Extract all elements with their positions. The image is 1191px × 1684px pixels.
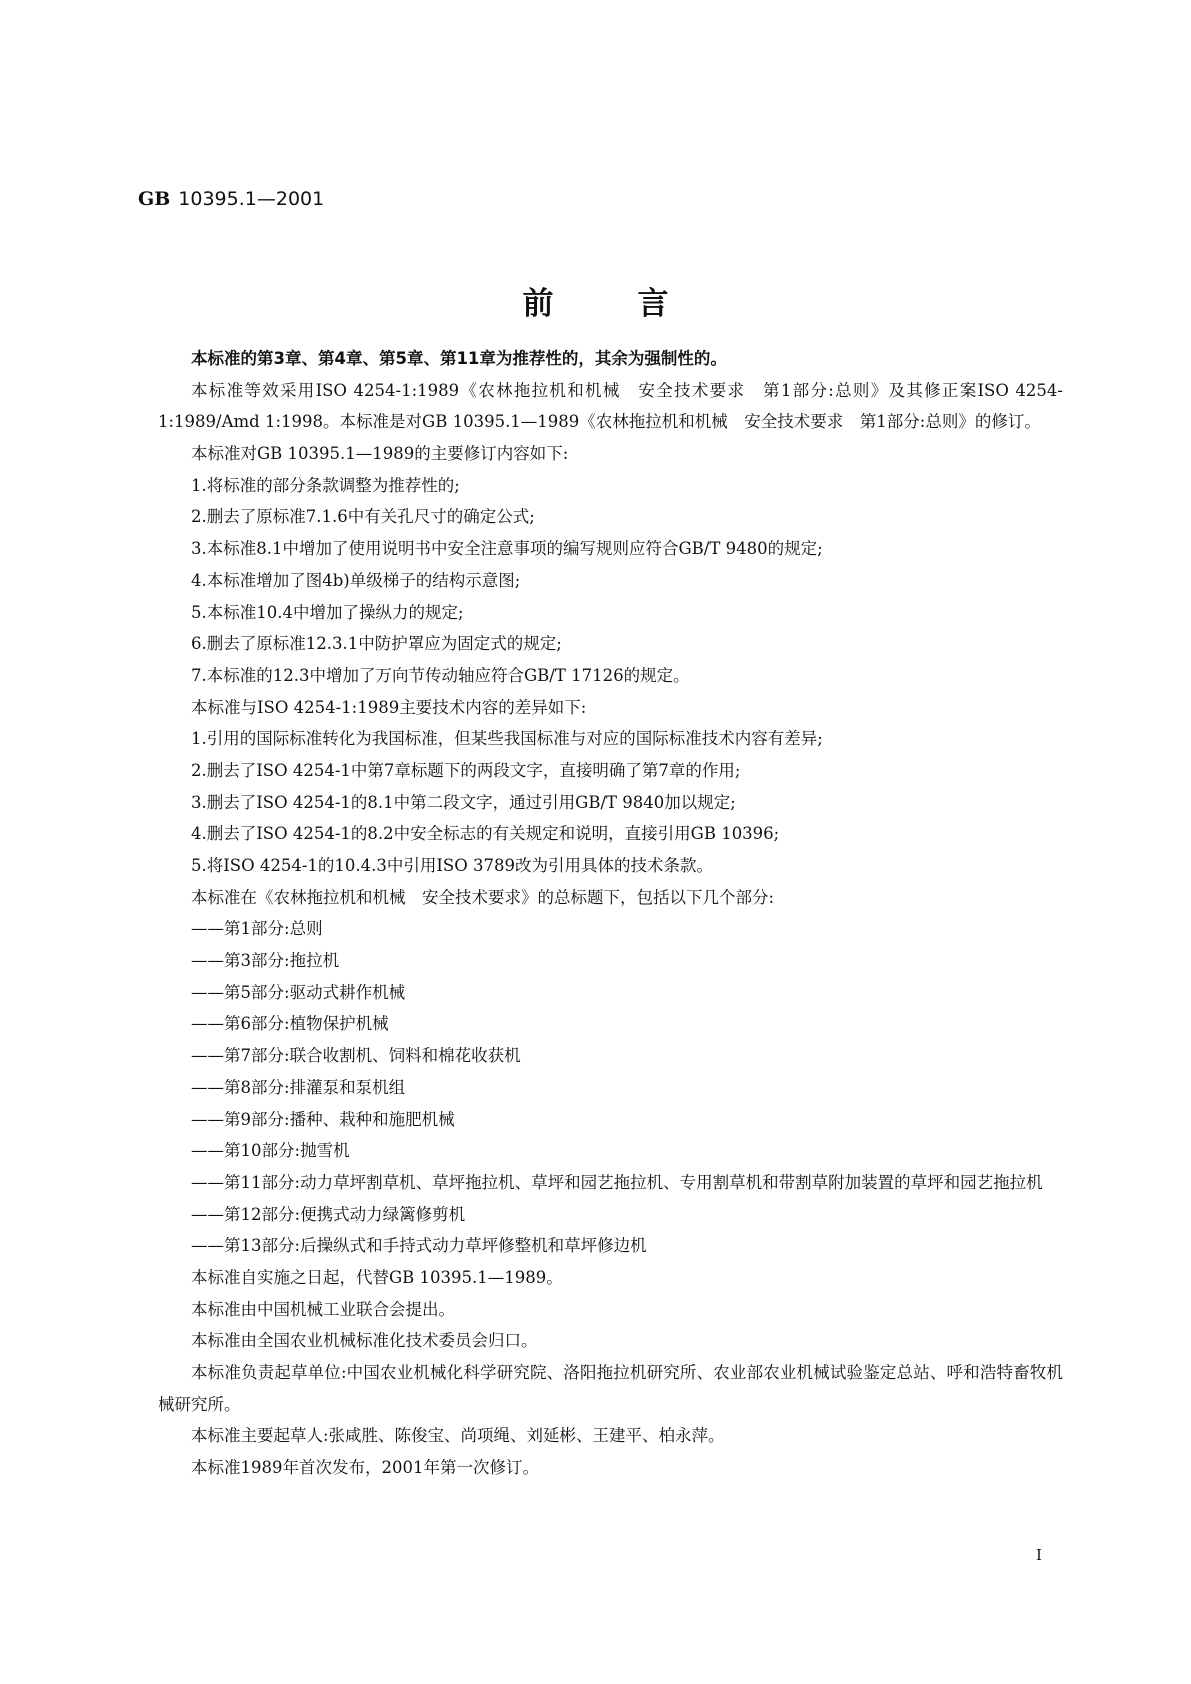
standard-number: 10395.1—2001: [178, 188, 325, 210]
part-text: 动力草坪割草机、草坪拖拉机、草坪和园艺拖拉机、专用割草机和带割草附加装置的草坪和园艺拖拉机: [300, 1172, 1043, 1192]
revision-item: 5.本标准10.4中增加了操纵力的规定;: [191, 602, 464, 622]
parts-list: [158, 913, 1063, 1262]
revision-list: [158, 470, 1063, 692]
part-text: 排灌泵和泵机组: [289, 1077, 406, 1097]
standard-code: [138, 188, 324, 210]
revision-item: 4.本标准增加了图4b)单级梯子的结构示意图;: [191, 570, 521, 590]
part-label: ——第3部分:: [191, 951, 290, 971]
replaces-paragraph: 本标准自实施之日起，代替GB 10395.1—1989。: [191, 1267, 563, 1287]
part-label: ——第5部分:: [191, 982, 290, 1002]
part-label: ——第6部分:: [191, 1014, 290, 1034]
page-title: 前言: [522, 286, 753, 322]
difference-item: 2.删去了ISO 4254-1中第7章标题下的两段文字，直接明确了第7章的作用;: [191, 760, 741, 780]
part-item: [158, 913, 1063, 945]
part-text: 总则: [289, 919, 323, 939]
centralized-by-paragraph: 本标准由全国农业机械标准化技术委员会归口。: [191, 1331, 538, 1351]
part-label: ——第8部分:: [191, 1077, 290, 1097]
differences-intro: 本标准与ISO 4254-1:1989主要技术内容的差异如下:: [191, 697, 587, 717]
difference-item: 4.删去了ISO 4254-1的8.2中安全标志的有关规定和说明，直接引用GB 10396;: [191, 824, 780, 844]
standard-prefix: GB: [138, 188, 171, 210]
revision-item: 1.将标准的部分条款调整为推荐性的;: [191, 475, 460, 495]
proposed-by-paragraph: 本标准由中国机械工业联合会提出。: [191, 1299, 455, 1319]
part-text: 后操纵式和手持式动力草坪修整机和草坪修边机: [300, 1236, 647, 1256]
difference-item: 3.删去了ISO 4254-1的8.1中第二段文字，通过引用GB/T 9840加以规定;: [191, 792, 736, 812]
document-body: [158, 343, 1063, 1484]
part-label: ——第9部分:: [191, 1109, 290, 1129]
part-text: 联合收割机、饲料和棉花收获机: [289, 1046, 521, 1066]
part-text: 拖拉机: [289, 951, 340, 971]
part-label: ——第13部分:: [191, 1236, 301, 1256]
part-text: 抛雪机: [300, 1141, 350, 1161]
part-label: ——第10部分:: [191, 1141, 301, 1161]
part-item: [158, 1072, 1063, 1104]
part-label: ——第12部分:: [191, 1204, 301, 1224]
part-item: [158, 1008, 1063, 1040]
difference-item: 5.将ISO 4254-1的10.4.3中引用ISO 3789改为引用具体的技术条款。: [191, 856, 713, 876]
difference-item: 1.引用的国际标准转化为我国标准，但某些我国标准与对应的国际标准技术内容有差异;: [191, 729, 823, 749]
parts-intro: 本标准在《农林拖拉机和机械 安全技术要求》的总标题下，包括以下几个部分:: [191, 887, 775, 907]
page-number: I: [1036, 1546, 1042, 1564]
part-label: ——第1部分:: [191, 919, 290, 939]
part-text: 便携式动力绿篱修剪机: [300, 1204, 466, 1224]
part-item: [158, 1040, 1063, 1072]
part-item: [158, 977, 1063, 1009]
part-text: 植物保护机械: [289, 1014, 389, 1034]
bold-statement: 本标准的第3章、第4章、第5章、第11章为推荐性的，其余为强制性的。: [191, 349, 727, 368]
revision-item: 6.删去了原标准12.3.1中防护罩应为固定式的规定;: [191, 634, 562, 654]
part-item: [158, 1199, 1063, 1231]
history-paragraph: 本标准1989年首次发布，2001年第一次修订。: [191, 1458, 539, 1478]
revision-item: 7.本标准的12.3中增加了万向节传动轴应符合GB/T 17126的规定。: [191, 665, 690, 685]
part-item: [158, 945, 1063, 977]
part-text: 播种、栽种和施肥机械: [289, 1109, 455, 1129]
drafters-paragraph: 本标准主要起草人:张咸胜、陈俊宝、尚项绳、刘延彬、王建平、柏永萍。: [191, 1426, 725, 1446]
revision-item: 2.删去了原标准7.1.6中有关孔尺寸的确定公式;: [191, 507, 535, 527]
differences-list: [158, 723, 1063, 881]
part-label: ——第7部分:: [191, 1046, 290, 1066]
part-item: [158, 1104, 1063, 1136]
part-item: [158, 1135, 1063, 1167]
revision-item: 3.本标准8.1中增加了使用说明书中安全注意事项的编写规则应符合GB/T 9480的规定;: [191, 539, 823, 559]
part-text: 驱动式耕作机械: [289, 982, 406, 1002]
part-item: [158, 1167, 1063, 1199]
equivalence-paragraph: 本标准等效采用ISO 4254-1:1989《农林拖拉机和机械 安全技术要求 第1部分:总则》及其修正案ISO 4254-1:1989/Amd 1:1998。本标准是对GB 10395.1—1989《农林拖拉机和机械 安全技术要求 第1部分:总则》的修订。: [158, 380, 1063, 432]
revision-intro: 本标准对GB 10395.1—1989的主要修订内容如下:: [191, 444, 569, 464]
part-item: [158, 1230, 1063, 1262]
part-label: ——第11部分:: [191, 1172, 301, 1192]
drafting-units-paragraph: 本标准负责起草单位:中国农业机械化科学研究院、洛阳拖拉机研究所、农业部农业机械试验鉴定总站、呼和浩特畜牧机械研究所。: [158, 1363, 1063, 1414]
